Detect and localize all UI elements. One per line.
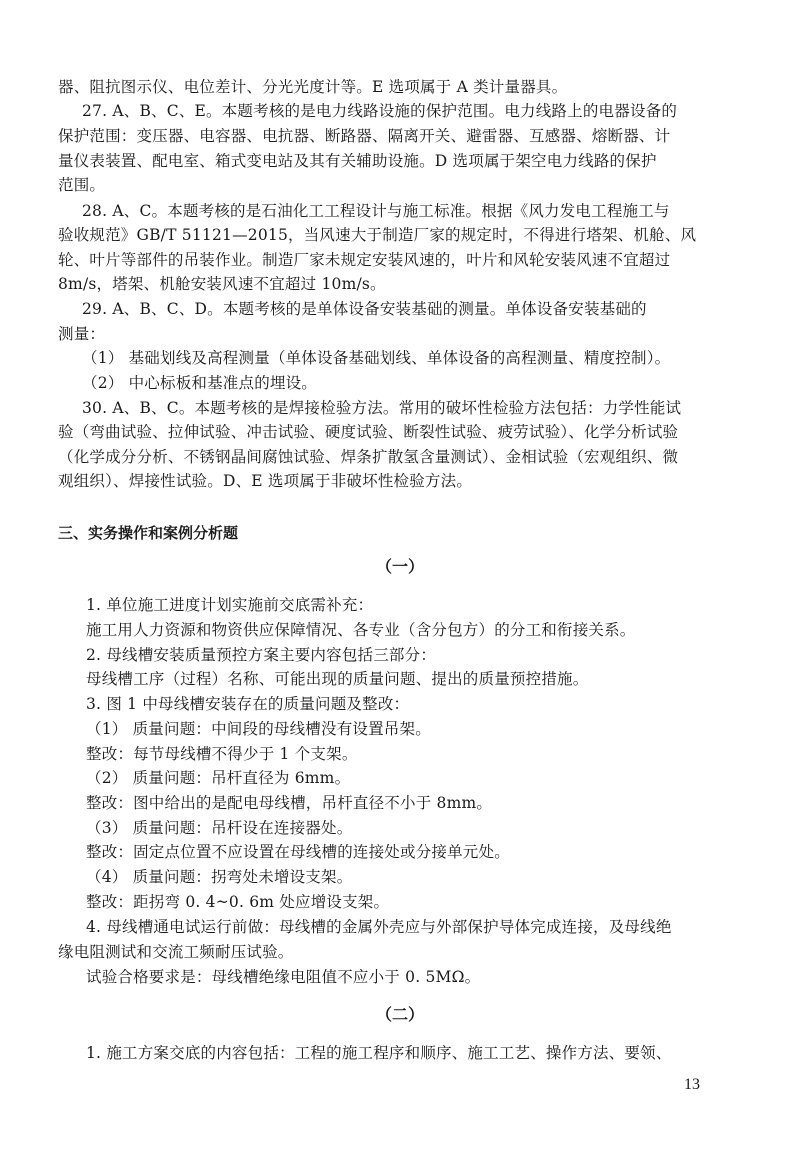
answer-28: 28. A、C。本题考核的是石油化工工程设计与施工标准。根据《风力发电工程施工与	[82, 202, 670, 220]
paragraph-line: 整改：距拐弯 0. 4~0. 6m 处应增设支架。	[86, 893, 390, 911]
case-answer-3: 3. 图 1 中母线槽安装存在的质量问题及整改：	[86, 695, 410, 713]
paragraph-line: （1） 基础划线及高程测量（单体设备基础划线、单体设备的高程测量、精度控制）。	[82, 349, 671, 367]
paragraph-line: 施工用人力资源和物资供应保障情况、各专业（含分包方）的分工和衔接关系。	[86, 621, 636, 639]
paragraph-line: 轮、叶片等部件的吊装作业。制造厂家未规定安装风速的，叶片和风轮安装风速不宜超过	[58, 251, 671, 269]
case-answer-1: 1. 单位施工进度计划实施前交底需补充：	[86, 596, 374, 614]
section-heading: 三、实务操作和案例分析题	[58, 524, 239, 542]
answer-27: 27. A、B、C、E。本题考核的是电力线路设施的保护范围。电力线路上的电器设备的	[82, 102, 678, 120]
part-heading-1: （一）	[375, 557, 424, 576]
paragraph-line: （3） 质量问题：吊杆设在连接器处。	[86, 819, 353, 837]
paragraph-line: 试验合格要求是：母线槽绝缘电阻值不应小于 0. 5MΩ。	[86, 968, 481, 986]
paragraph-line: 保护范围：变压器、电容器、电抗器、断路器、隔离开关、避雷器、互感器、熔断器、计	[58, 127, 671, 145]
paragraph-line: （化学成分分析、不锈钢晶间腐蚀试验、焊条扩散氢含量测试）、金相试验（宏观组织、微	[58, 448, 679, 466]
paragraph-line: 验收规范》GB/T 51121—2015，当风速大于制造厂家的规定时，不得进行塔架、机舱、风	[58, 226, 697, 244]
case-answer-4: 4. 母线槽通电试运行前做：母线槽的金属外壳应与外部保护导体完成连接，及母线绝	[86, 918, 672, 936]
paragraph-line: 范围。	[58, 176, 106, 194]
part-heading-2: （二）	[375, 1005, 424, 1024]
paragraph-line: 量仪表装置、配电室、箱式变电站及其有关辅助设施。D 选项属于架空电力线路的保护	[58, 152, 657, 170]
answer-29: 29. A、B、C、D。本题考核的是单体设备安装基础的测量。单体设备安装基础的	[82, 300, 647, 318]
paragraph-line: 8m/s，塔架、机舱安装风速不宜超过 10m/s。	[58, 275, 386, 293]
answer-30: 30. A、B、C。本题考核的是焊接检验方法。常用的破坏性检验方法包括：力学性能试	[82, 399, 682, 417]
paragraph-line: 器、阻抗图示仪、电位差计、分光光度计等。E 选项属于 A 类计量器具。	[58, 78, 568, 96]
paragraph-line: （4） 质量问题：拐弯处未增设支架。	[86, 868, 353, 886]
paragraph-line: 验（弯曲试验、拉伸试验、冲击试验、硬度试验、断裂性试验、疲劳试验）、化学分析试验	[58, 423, 679, 441]
paragraph-line: 观组织）、焊接性试验。D、E 选项属于非破坏性检验方法。	[58, 472, 473, 490]
case-answer-2: 2. 母线槽安装质量预控方案主要内容包括三部分：	[86, 646, 437, 664]
paragraph-line: 缘电阻测试和交流工频耐压试验。	[58, 943, 294, 961]
paragraph-line: 测量：	[58, 325, 106, 343]
paragraph-line: 整改：图中给出的是配电母线槽，吊杆直径不小于 8mm。	[86, 794, 493, 812]
paragraph-line: 整改：固定点位置不应设置在母线槽的连接处或分接单元处。	[86, 843, 510, 861]
paragraph-line: 整改：每节母线槽不得少于 1 个支架。	[86, 745, 358, 763]
paragraph-line: 母线槽工序（过程）名称、可能出现的质量问题、提出的质量预控措施。	[86, 670, 589, 688]
paragraph-line: （2） 中心标板和基准点的埋设。	[82, 374, 317, 392]
paragraph-line: （2） 质量问题：吊杆直径为 6mm。	[86, 769, 351, 787]
page-number: 13	[684, 1076, 700, 1093]
paragraph-line: （1） 质量问题：中间段的母线槽没有设置吊架。	[86, 720, 431, 738]
case2-answer-1: 1. 施工方案交底的内容包括：工程的施工程序和顺序、施工工艺、操作方法、要领、	[86, 1044, 672, 1062]
